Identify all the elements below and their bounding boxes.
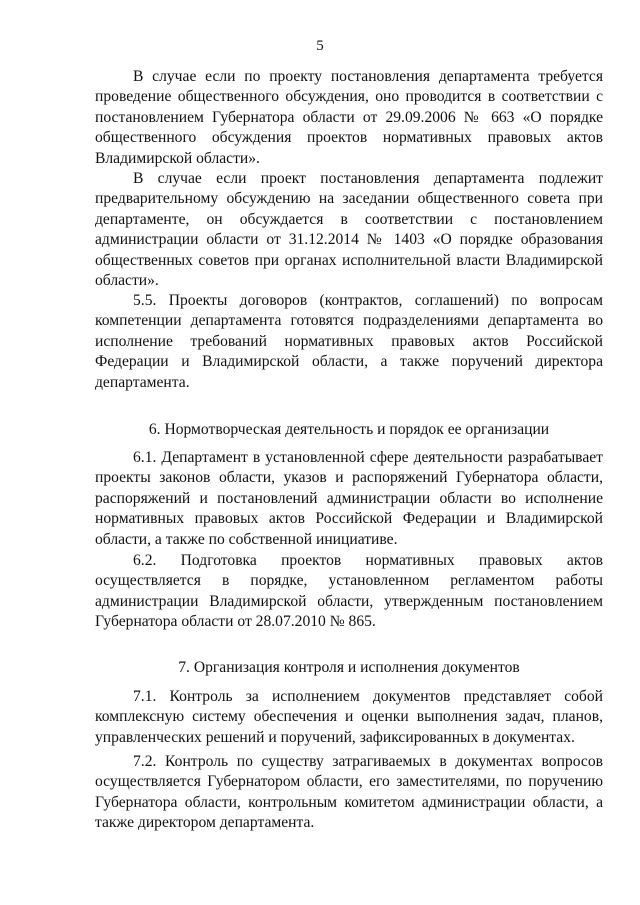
paragraph-7-2: 7.2. Контроль по существу затрагиваемых в документах вопросов осуществляется Губернатором области, его заместителями, по поручению Губернатора области, контрольным комитетом администрации области, а также директором департамента.: [95, 753, 603, 832]
section-6-heading: 6. Нормотворческая деятельность и порядок ее организации: [148, 421, 550, 438]
section-7-heading: 7. Организация контроля и исполнения документов: [178, 659, 520, 676]
paragraph-public-council: В случае если проект постановления департамента подлежит предварительному обсуждению на заседании общественного совета при департаменте, он обсуждается в соответствии с постановлением администрации области от 31.12.2014 № 1403 «О порядке образования общественных советов при органах исполнительной власти Владимирской области».: [95, 170, 603, 290]
page-number: 5: [316, 38, 324, 54]
paragraph-6-2: 6.2. Подготовка проектов нормативных правовых актов осуществляется в порядке, установленном регламентом работы администрации Владимирской области, утвержденным постановлением Губернатора области от 28.07.2010 № 865.: [95, 552, 603, 631]
paragraph-5-5-contracts: 5.5. Проекты договоров (контрактов, соглашений) по вопросам компетенции департамента готовятся подразделениями департамента во исполнение требований нормативных правовых актов Российской Федерации и Владимирской области, а также поручений директора департамента.: [95, 292, 603, 391]
paragraph-7-1: 7.1. Контроль за исполнением документов представляет собой комплексную систему обеспечения и оценки выполнения задач, планов, управленческих решений и поручений, зафиксированных в документах.: [95, 688, 603, 746]
paragraph-6-1: 6.1. Департамент в установленной сфере деятельности разрабатывает проекты законов области, указов и распоряжений Губернатора области, распоряжений и постановлений администрации области во исполнение нормативных правовых актов Российской Федерации и Владимирской области, а также по собственной инициативе.: [95, 449, 603, 548]
paragraph-public-discussion: В случае если по проекту постановления департамента требуется проведение общественного обсуждения, оно проводится в соответствии с постановлением Губернатора области от 29.09.2006 № 663 «О порядке общественного обсуждения проектов нормативных правовых актов Владимирской области».: [95, 68, 603, 167]
